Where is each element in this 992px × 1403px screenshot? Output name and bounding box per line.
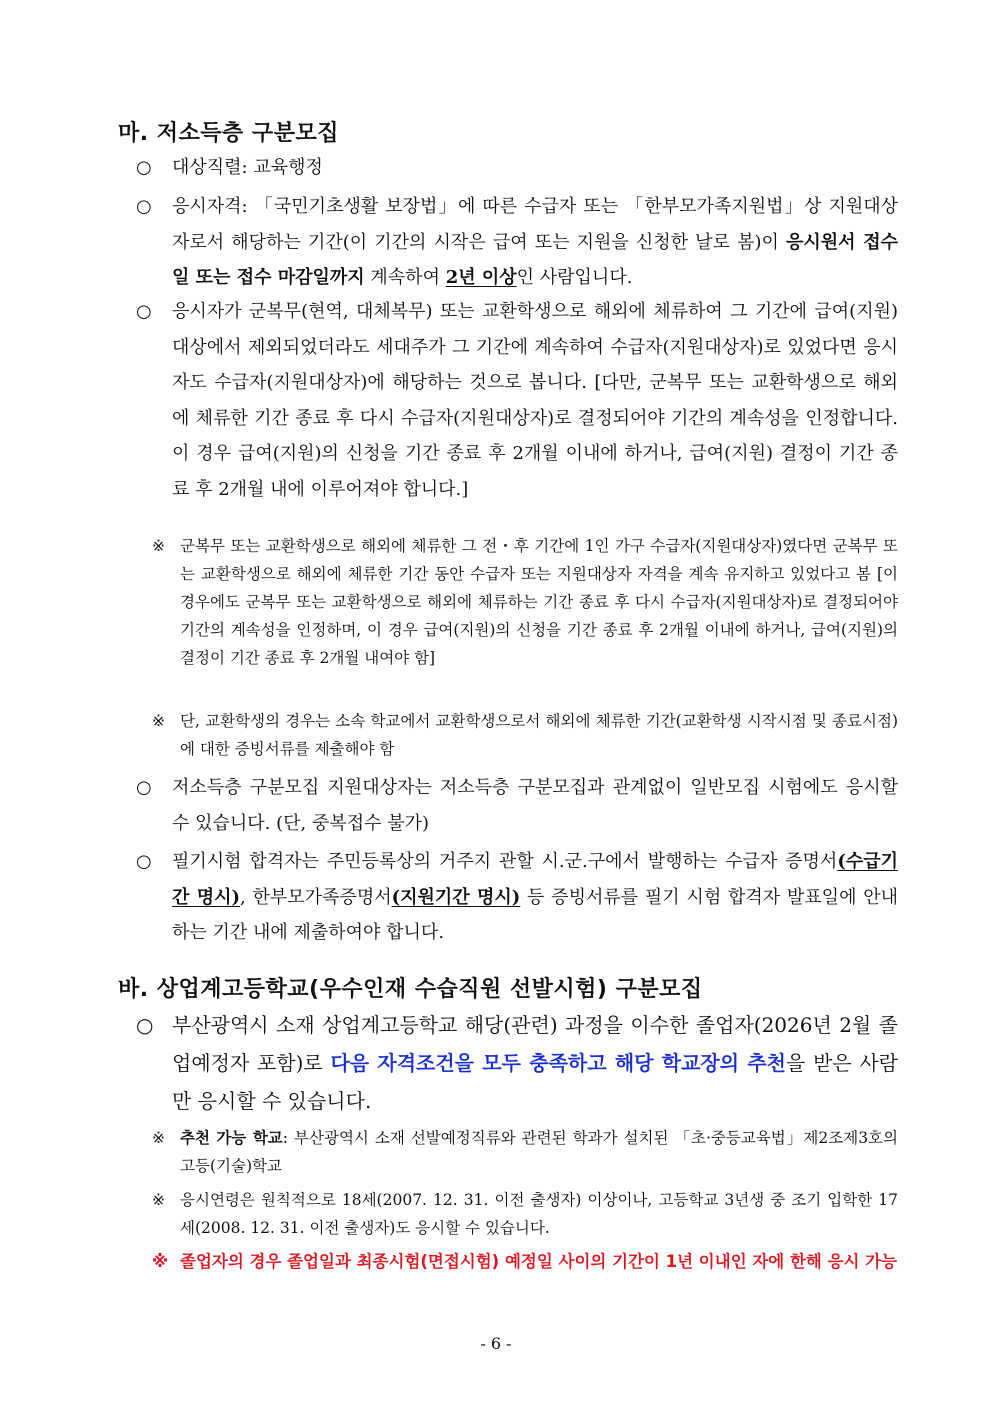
bullet-circle-icon: ○ [136,157,152,178]
commercial-blue-text: 다음 자격조건을 모두 충족하고 해당 학교장의 추천 [330,1051,786,1075]
reference-mark-icon: ※ [152,1191,165,1209]
page-number: - 6 - [480,1334,512,1353]
section-heading-commercial-high: 바. 상업계고등학교(우수인재 수습직원 선발시험) 구분모집 [118,977,703,1002]
note-age [152,1186,898,1242]
bullet-circle-icon: ○ [136,196,152,217]
docs-text-3: 등 증빙서류를 필기 시험 합격자 발표일에 안내하는 기간 내에 제출하여야 합니다. [172,886,898,943]
bullet-circle-icon: ○ [136,777,152,798]
reference-mark-icon: ※ [152,712,165,730]
recommend-label: 추천 가능 학교 [180,1128,283,1147]
docs-bold-2: (지원기간 명시) [391,886,521,908]
docs-bold-1: (수급기간 명시) [172,851,898,908]
note-military-single [152,532,898,672]
reference-mark-icon: ※ [152,1129,165,1147]
qual-bold-period: 응시원서 접수일 또는 접수 마감일까지 [172,231,898,288]
qual-text-2: 계속하여 [364,267,446,288]
list-item-documents [136,844,898,951]
note-recommend-school [152,1124,898,1180]
note2-text: 단, 교환학생의 경우는 소속 학교에서 교환학생으로서 해외에 체류한 기간(교환학생 시작시점 및 종료시점)에 대한 증빙서류를 제출해야 함 [180,712,898,758]
docs-text-2: , 한부모가족증명서 [240,886,392,908]
section-heading-low-income: 마. 저소득층 구분모집 [118,121,339,146]
note-exchange-student [152,707,898,763]
bullet-circle-icon: ○ [136,301,152,322]
list-item-commercial-main [136,1006,898,1120]
qual-bold-years: 2년 이상 [445,267,517,288]
graduate-red-text: 졸업자의 경우 졸업일과 최종시험(면접시험) 예정일 사이의 기간이 1년 이내인 자에 한해 응시 가능 [180,1252,898,1271]
military-text: 응시자가 군복무(현역, 대체복무) 또는 교환학생으로 해외에 체류하여 그 기간에 급여(지원) 대상에서 제외되었더라도 세대주가 그 기간에 계속하여 수급자(지원대상자)로 있었다면 응시자도 수급자(지원대상자)에 해당하는 것으로 봅니다. [다만, 군복무 또는 교환학생으로 해외에 체류한 기간 종료 후 다시 수급자(지원대상자)로 결정되어야 기간의 계속성을 인정합니다. 이 경우 급여(지원)의 신청을 기간 종료 후 2개월 이내에 하거나, 급여(지원) 결정이 기간 종료 후 2개월 내에 이루어져야 합니다.] [172,301,898,500]
docs-text-1: 필기시험 합격자는 주민등록상의 거주지 관할 시.군.구에서 발행하는 수급자 증명서 [172,851,838,872]
commercial-text-1: 부산광역시 소재 상업계고등학교 해당(관련) 과정을 이수한 졸업자(2026년 2월 졸업예정자 포함)로 [172,1013,898,1075]
age-text: 응시연령은 원칙적으로 18세(2007. 12. 31. 이전 출생자) 이상이나, 고등학교 3년생 중 조기 입학한 17세(2008. 12. 31. 이전 출생자)도 응시할 수 있습니다. [180,1191,898,1237]
reference-mark-icon: ※ [152,1252,169,1271]
qual-text-3: 인 사람입니다. [516,267,633,288]
note1-text: 군복무 또는 교환학생으로 해외에 체류한 그 전・후 기간에 1인 가구 수급자(지원대상자)였다면 군복무 또는 교환학생으로 해외에 체류한 기간 동안 수급자 또는 지원대상자 자격을 계속 유지하고 있었다고 봄 [이 경우에도 군복무 또는 교환학생으로 해외에 체류하는 기간 종료 후 다시 수급자(지원대상자)로 결정되어야 기간의 계속성을 인정하며, 이 경우 급여(지원)의 신청을 기간 종료 후 2개월 이내에 하거나, 급여(지원)의 결정이 기간 종료 후 2개월 내여야 함] [180,537,898,667]
commercial-text-2: 을 받은 사람만 응시할 수 있습니다. [172,1051,898,1113]
target-text: 대상직렬: 교육행정 [172,157,323,178]
bullet-circle-icon: ○ [136,1013,154,1037]
list-item-general [136,770,898,841]
bullet-circle-icon: ○ [136,851,152,872]
list-item-military [136,294,898,507]
general-text: 저소득층 구분모집 지원대상자는 저소득층 구분모집과 관계없이 일반모집 시험에도 응시할 수 있습니다. (단, 중복접수 불가) [172,777,898,834]
reference-mark-icon: ※ [152,537,165,555]
list-item-qualification [136,189,898,296]
note-graduate-red [152,1248,898,1276]
qualification-text [172,189,898,296]
recommend-body: : 부산광역시 소재 선발예정직류와 관련된 학과가 설치된 「초·중등교육법」제2조제3호의 고등(기술)학교 [180,1129,898,1175]
qual-text-1: 응시자격: 「국민기초생활 보장법」에 따른 수급자 또는 「한부모가족지원법」상 지원대상자로서 해당하는 기간(이 기간의 시작은 급여 또는 지원을 신청한 날로 봄)이 [172,196,898,253]
commercial-main-text [172,1006,898,1120]
list-item-target [136,150,898,186]
documents-text [172,844,898,951]
recommend-text [180,1124,898,1180]
